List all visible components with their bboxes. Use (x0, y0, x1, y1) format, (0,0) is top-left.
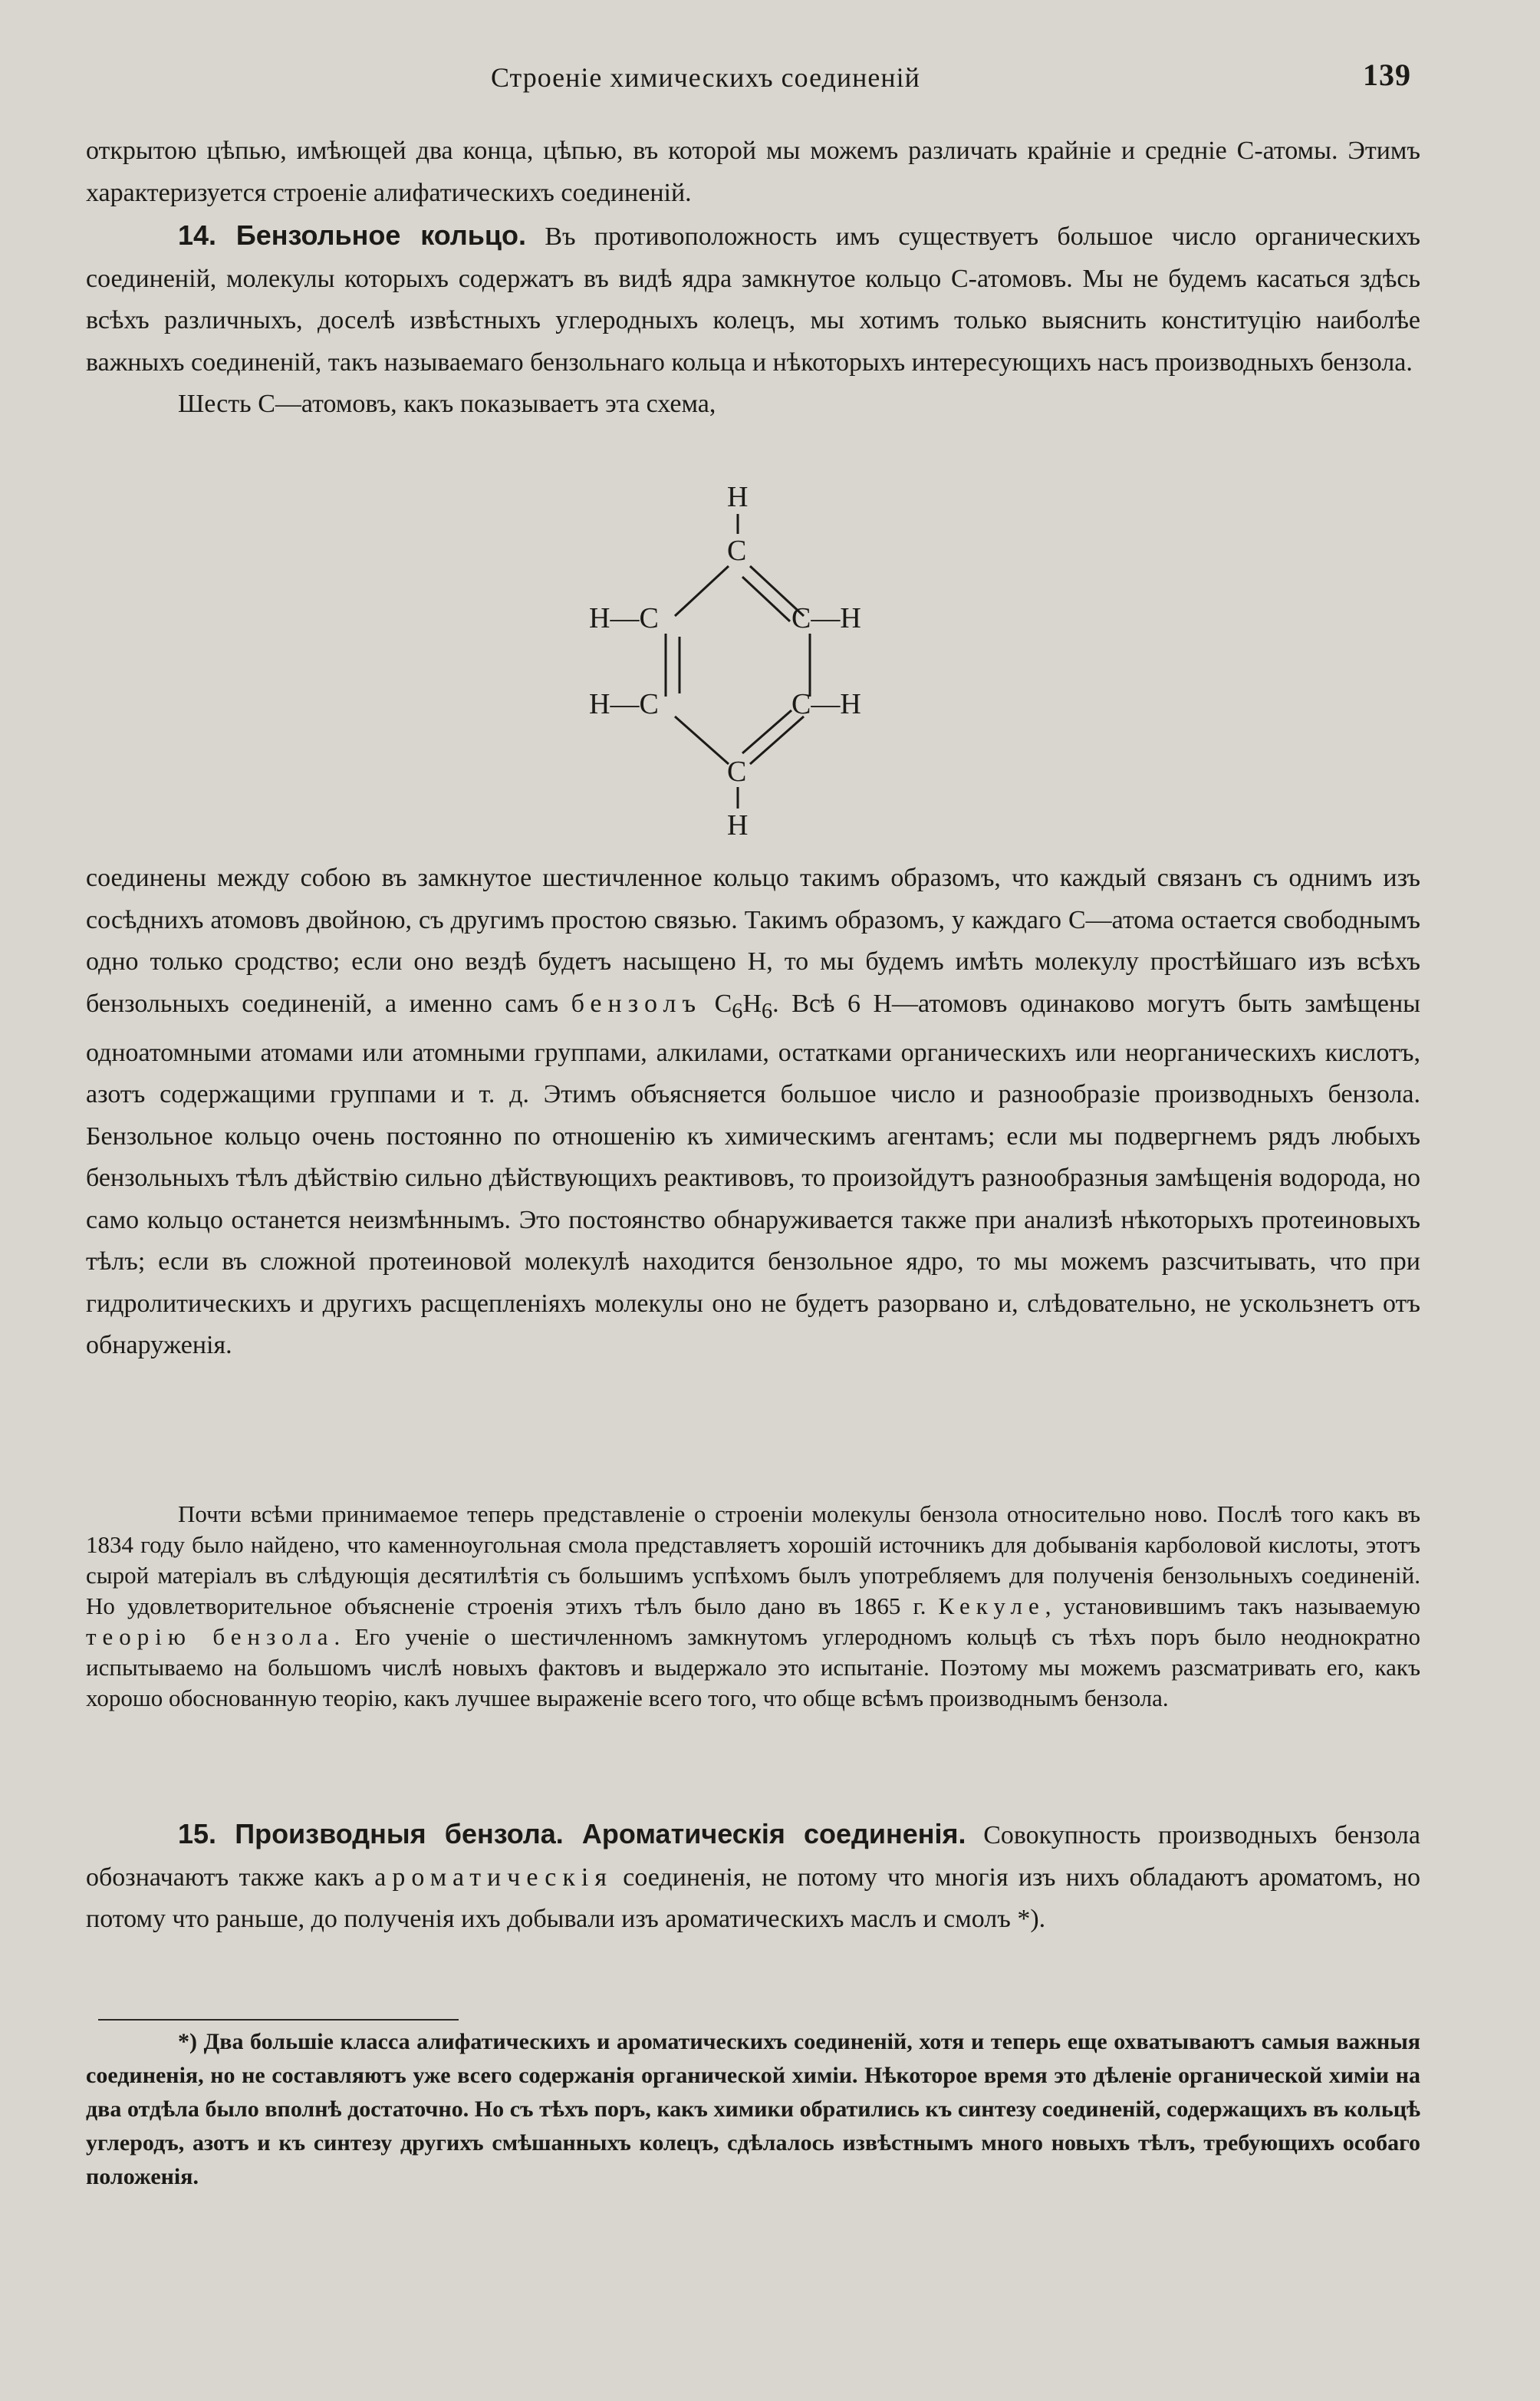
benzene-theory: теорію бензола (86, 1623, 334, 1650)
page-header (92, 55, 1411, 94)
formula-left-lower: H—C (589, 688, 659, 720)
benzene-formula (714, 989, 773, 1023)
paragraph-text: открытою цѣпью, имѣющей два конца, цѣпью, въ которой мы можемъ различать крайніе и средніе С-атомы. Этимъ характеризуется строеніе алифатическихъ соединеній. (86, 137, 1420, 207)
section-14-text: Въ противоположность имъ существуетъ большое число органическихъ соединеній, молекулы которыхъ содержатъ въ видѣ ядра замкнутое кольцо С-атомовъ. Мы не будемъ касаться здѣсь всѣхъ различныхъ, доселѣ извѣстныхъ углеродныхъ колецъ, мы хотимъ только выяснить конституцію наиболѣе важныхъ соединеній, такъ называемаго бензольнаго кольца и нѣкоторыхъ интересующихъ насъ производныхъ бензола. (86, 222, 1420, 377)
section-15-paragraph (86, 1813, 1420, 1941)
section-14 (86, 215, 1420, 426)
benzene-text-part2: . Всѣ 6 Н—атомовъ одинаково могутъ быть замѣщены одноатомными атомами или атомными группами, алкилами, остатками органическихъ или неорганическихъ кислотъ, азотъ содержащими группами и т. д. Этимъ объясняется большое число и разнообразіе производныхъ бензола. Бензольное кольцо очень постоянно по отношенію къ химическимъ агентамъ; если мы подвергнемъ рядъ любыхъ бензольныхъ тѣлъ дѣйствію сильно дѣйствующихъ реактивовъ, то произойдутъ разнообразныя замѣщенія водорода, но само кольцо останется неизмѣннымъ. Это постоянство обнаруживается также при анализѣ нѣкоторыхъ протеиновыхъ тѣлъ; если въ сложной протеиновой молекулѣ находится бензольное ядро, то мы можемъ разсчитывать, что при гидролитическихъ и другихъ расщепленіяхъ молекулы оно не будетъ разорвано и, слѣдовательно, не ускользнетъ отъ обнаруженія. (86, 989, 1421, 1360)
section-15 (86, 1813, 1420, 1941)
section-15-text2: соединенія, не потому что многія изъ нихъ обладаютъ ароматомъ, но потому что раньше, до полученія ихъ добывали изъ ароматическихъ маслъ и смолъ *). (86, 1863, 1420, 1933)
kekule-name: Кекуле (938, 1592, 1045, 1619)
formula-bottom-c: C (727, 756, 747, 788)
paragraph-benzene (86, 858, 1420, 1367)
paragraph-open-chain (86, 130, 1420, 214)
section-14-heading: 14. Бензольное кольцо. (178, 219, 526, 251)
formula-h-subscript: 6 (762, 999, 773, 1023)
bond-left-lower-single (675, 716, 729, 764)
formula-bottom-h: H (727, 809, 749, 842)
formula-h: H (742, 989, 762, 1018)
formula-c-subscript: 6 (732, 999, 743, 1023)
kekule-text-part1: Почти всѣми принимаемое теперь представленіе о строеніи молекулы бензола относительно ново. Послѣ того какъ въ 1834 году было найдено, что каменноугольная смола представляетъ хорошій источникъ для добыванія карболовой кислоты, этотъ сырой матеріалъ въ слѣдующія десятилѣтія съ большимъ успѣхомъ былъ употребляемъ для полученія бензольныхъ соединеній. Но удовлетворительное объясненіе строенія этихъ тѣлъ было дано въ 1865 г. (86, 1500, 1420, 1619)
formula-left-upper: H—C (589, 602, 659, 634)
benzene-text-part1: соединены между собою въ замкнутое шестичленное кольцо такимъ образомъ, что каждый связанъ съ однимъ изъ сосѣднихъ атомовъ двойною, съ другимъ простою связью. Такимъ образомъ, у каждаго С—атома остается свободнымъ одно только сродство; если оно вездѣ будетъ насыщено Н, то мы будемъ имѣть молекулу простѣйшаго изъ всѣхъ бензольныхъ соединеній, а именно самъ (86, 864, 1420, 1018)
scheme-intro: Шесть С—атомовъ, какъ показываетъ эта схема, (178, 390, 716, 418)
bond-right-upper-double-b (742, 577, 790, 621)
running-title: Строеніе химическихъ соединеній (491, 62, 920, 93)
formula-top-c: C (727, 535, 747, 567)
bond-right-lower-double-b (742, 710, 791, 753)
formula-right-upper: C—H (791, 602, 861, 634)
benzene-structural-formula (552, 474, 951, 850)
formula-c: C (714, 989, 732, 1018)
paragraph-kekule-text (86, 1499, 1420, 1714)
section-14-paragraph (86, 215, 1420, 384)
kekule-text-part2: , установившимъ такъ называемую (1045, 1592, 1420, 1619)
section-15-text1: Совокупность производныхъ бензола обозначаютъ также какъ (86, 1821, 1420, 1892)
ring-bonds (666, 566, 810, 764)
paragraph-benzene-text (86, 858, 1420, 1367)
footnote (86, 2025, 1420, 2194)
bond-left-upper-single (675, 566, 729, 616)
kekule-text-part3: . Его ученіе о шестичленномъ замкнутомъ углеродномъ кольцѣ съ тѣхъ поръ было неоднократно испытываемо на большомъ числѣ новыхъ фактовъ и выдержало это испытаніе. Поэтому мы можемъ разсматривать его, какъ хорошо обоснованную теорію, какъ лучшее выраженіе всего того, что обще всѣмъ производнымъ бензола. (86, 1623, 1420, 1711)
section-15-heading: 15. Производныя бензола. Ароматическія соединенія. (178, 1818, 966, 1849)
page-number: 139 (1363, 58, 1411, 92)
formula-right-lower: C—H (791, 688, 861, 720)
footnote-text: *) Два большіе класса алифатическихъ и ароматическихъ соединеній, хотя и теперь еще охватываютъ самыя важныя соединенія, но не составляютъ уже всего содержанія органической химіи. Нѣкоторое время это дѣленіе органической химіи на два отдѣла было вполнѣ достаточно. Но съ тѣхъ поръ, какъ химики обратились къ синтезу соединеній, содержащихъ въ кольцѣ углеродъ, азотъ и къ синтезу другихъ смѣшанныхъ колецъ, сдѣлалось извѣстнымъ много новыхъ тѣлъ, требующихъ особаго положенія. (86, 2029, 1420, 2189)
paragraph-kekule (86, 1499, 1420, 1714)
formula-top-h: H (727, 481, 749, 513)
benzene-word: бензолъ (571, 989, 703, 1018)
footnote-rule (98, 2019, 459, 2021)
aromatic-word: ароматическія (374, 1863, 613, 1892)
